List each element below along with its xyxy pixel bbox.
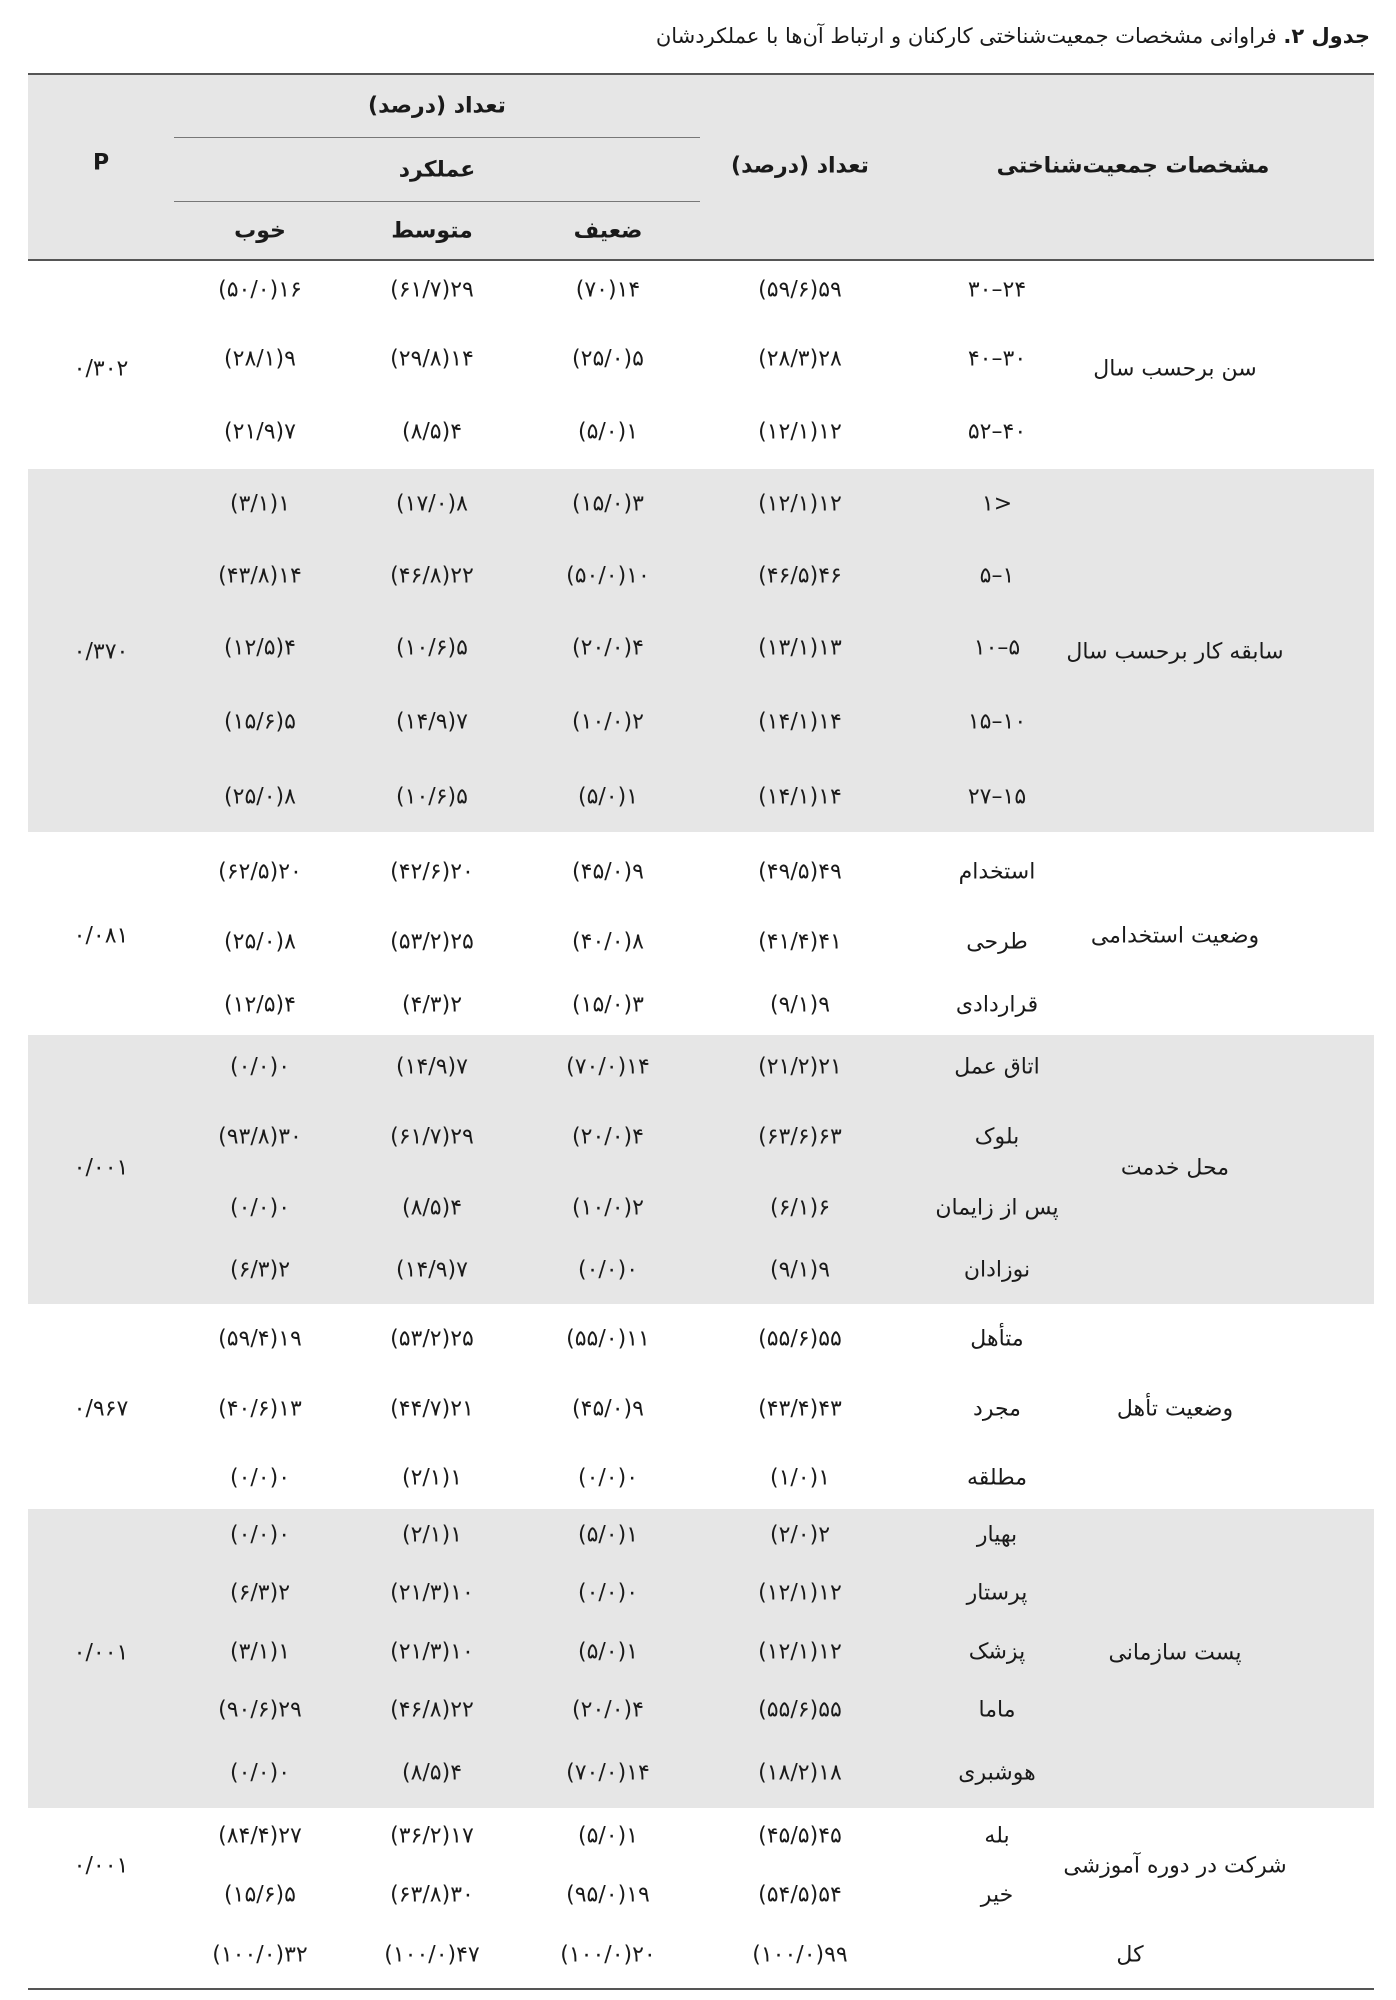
p-header: P xyxy=(92,150,110,176)
category-cell: نوزادان xyxy=(963,1257,1031,1283)
count-percent-cell: ۲(۲/۰) xyxy=(769,1522,831,1548)
good-cell: ۰(۰/۰) xyxy=(229,1195,291,1221)
count-percent-cell: ۱۲(۱۲/۱) xyxy=(758,491,842,517)
category-cell: ۱۵–۲۷ xyxy=(967,784,1027,810)
group-label: پست سازمانی xyxy=(1108,1640,1242,1666)
category-cell: ۵–۱۰ xyxy=(973,635,1021,661)
total-medium-cell: ۴۷(۱۰۰/۰) xyxy=(384,1942,480,1968)
group-header-rule-2 xyxy=(174,201,700,202)
medium-cell: ۴(۸/۵) xyxy=(401,419,463,445)
weak-cell: ۳(۱۵/۰) xyxy=(572,491,644,517)
weak-cell: ۵(۲۵/۰) xyxy=(572,346,644,372)
medium-cell: ۷(۱۴/۹) xyxy=(396,1257,468,1283)
medium-header: متوسط xyxy=(391,218,473,244)
medium-cell: ۴(۸/۵) xyxy=(401,1195,463,1221)
medium-cell: ۲۱(۴۴/۷) xyxy=(390,1396,474,1422)
total-good-cell: ۳۲(۱۰۰/۰) xyxy=(212,1942,308,1968)
weak-cell: ۰(۰/۰) xyxy=(577,1257,639,1283)
count-percent-cell: ۱۲(۱۲/۱) xyxy=(758,1580,842,1606)
p-value-cell: ۰/۰۰۱ xyxy=(73,1853,129,1879)
good-cell: ۳۰(۹۳/۸) xyxy=(218,1124,302,1150)
weak-cell: ۱(۵/۰) xyxy=(577,1522,639,1548)
medium-cell: ۲۵(۵۳/۲) xyxy=(390,929,474,955)
good-cell: ۱۹(۵۹/۴) xyxy=(218,1326,302,1352)
good-cell: ۱(۳/۱) xyxy=(229,491,291,517)
category-cell: بهیار xyxy=(976,1522,1018,1548)
category-cell: طرحی xyxy=(966,929,1028,955)
group-count-header: تعداد (درصد) xyxy=(368,93,506,119)
p-value-cell: ۰/۳۰۲ xyxy=(73,356,129,382)
good-cell: ۷(۲۱/۹) xyxy=(224,419,296,445)
weak-cell: ۱(۵/۰) xyxy=(577,1823,639,1849)
p-value-cell: ۰/۳۷۰ xyxy=(73,639,129,665)
weak-cell: ۱۴(۷۰) xyxy=(575,277,641,303)
good-cell: ۲(۶/۳) xyxy=(229,1257,291,1283)
good-cell: ۱۳(۴۰/۶) xyxy=(218,1396,302,1422)
weak-cell: ۲(۱۰/۰) xyxy=(572,709,644,735)
medium-cell: ۴(۸/۵) xyxy=(401,1760,463,1786)
p-value-cell: ۰/۹۶۷ xyxy=(73,1396,129,1422)
medium-cell: ۱(۲/۱) xyxy=(401,1465,463,1491)
medium-cell: ۲(۴/۳) xyxy=(401,992,463,1018)
group-label: وضعیت تأهل xyxy=(1116,1396,1234,1422)
good-cell: ۵(۱۵/۶) xyxy=(224,709,296,735)
weak-cell: ۰(۰/۰) xyxy=(577,1580,639,1606)
good-cell: ۵(۱۵/۶) xyxy=(224,1882,296,1908)
medium-cell: ۱۷(۳۶/۲) xyxy=(390,1823,474,1849)
good-cell: ۸(۲۵/۰) xyxy=(224,929,296,955)
category-cell: مجرد xyxy=(973,1396,1021,1422)
category-cell: پس از زایمان xyxy=(935,1195,1059,1221)
medium-cell: ۵(۱۰/۶) xyxy=(396,635,468,661)
medium-cell: ۵(۱۰/۶) xyxy=(396,784,468,810)
category-cell: قراردادی xyxy=(955,992,1039,1018)
category-cell: خیر xyxy=(980,1882,1014,1908)
category-cell: ۲۴–۳۰ xyxy=(967,277,1027,303)
weak-cell: ۴(۲۰/۰) xyxy=(572,1697,644,1723)
medium-cell: ۱(۲/۱) xyxy=(401,1522,463,1548)
good-cell: ۹(۲۸/۱) xyxy=(224,346,296,372)
medium-cell: ۷(۱۴/۹) xyxy=(396,709,468,735)
category-cell: مطلقه xyxy=(966,1465,1028,1491)
weak-cell: ۱(۵/۰) xyxy=(577,419,639,445)
category-cell: بله xyxy=(984,1823,1010,1849)
category-cell: ماما xyxy=(978,1697,1016,1723)
medium-cell: ۱۴(۲۹/۸) xyxy=(390,346,474,372)
count-percent-cell: ۵۵(۵۵/۶) xyxy=(758,1326,842,1352)
count-percent-header: تعداد (درصد) xyxy=(731,153,869,179)
performance-header: عملکرد xyxy=(398,157,476,183)
weak-cell: ۱۹(۹۵/۰) xyxy=(566,1882,650,1908)
medium-cell: ۲۲(۴۶/۸) xyxy=(390,1697,474,1723)
count-percent-cell: ۱۲(۱۲/۱) xyxy=(758,419,842,445)
header-bottom-rule xyxy=(28,259,1374,261)
category-cell: استخدام xyxy=(958,859,1036,885)
good-cell: ۴(۱۲/۵) xyxy=(224,635,296,661)
category-cell: پرستار xyxy=(966,1580,1028,1606)
count-percent-cell: ۱۴(۱۴/۱) xyxy=(758,709,842,735)
count-percent-cell: ۴۵(۴۵/۵) xyxy=(758,1823,842,1849)
weak-cell: ۹(۴۵/۰) xyxy=(572,859,644,885)
count-percent-cell: ۴۶(۴۶/۵) xyxy=(758,563,842,589)
weak-cell: ۲(۱۰/۰) xyxy=(572,1195,644,1221)
good-header: خوب xyxy=(234,218,286,244)
category-cell: ۴۰–۵۲ xyxy=(967,419,1027,445)
category-cell: بلوک xyxy=(974,1124,1020,1150)
count-percent-cell: ۱۲(۱۲/۱) xyxy=(758,1639,842,1665)
weak-cell: ۱۴(۷۰/۰) xyxy=(566,1760,650,1786)
category-cell: ۱۰–۱۵ xyxy=(967,709,1027,735)
group-header-rule-1 xyxy=(174,137,700,138)
weak-cell: ۱۴(۷۰/۰) xyxy=(566,1054,650,1080)
category-cell: هوشبری xyxy=(958,1760,1036,1786)
medium-cell: ۱۰(۲۱/۳) xyxy=(390,1580,474,1606)
medium-cell: ۲۵(۵۳/۲) xyxy=(390,1326,474,1352)
category-cell: <۱ xyxy=(981,491,1013,517)
total-count-cell: ۹۹(۱۰۰/۰) xyxy=(752,1942,848,1968)
p-value-cell: ۰/۰۸۱ xyxy=(73,923,129,949)
caption-text: فراوانی مشخصات جمعیت‌شناختی کارکنان و ارتباط آن‌ها با عملکردشان xyxy=(655,24,1284,48)
table-bottom-rule xyxy=(28,1988,1374,1990)
good-cell: ۸(۲۵/۰) xyxy=(224,784,296,810)
count-percent-cell: ۴۹(۴۹/۵) xyxy=(758,859,842,885)
count-percent-cell: ۲۱(۲۱/۲) xyxy=(758,1054,842,1080)
count-percent-cell: ۱۴(۱۴/۱) xyxy=(758,784,842,810)
good-cell: ۲(۶/۳) xyxy=(229,1580,291,1606)
category-cell: متأهل xyxy=(970,1326,1024,1352)
good-cell: ۰(۰/۰) xyxy=(229,1465,291,1491)
medium-cell: ۳۰(۶۳/۸) xyxy=(390,1882,474,1908)
count-percent-cell: ۹(۹/۱) xyxy=(769,1257,831,1283)
table-top-rule xyxy=(28,73,1374,75)
medium-cell: ۲۰(۴۲/۶) xyxy=(390,859,474,885)
group-label: محل خدمت xyxy=(1120,1155,1230,1181)
weak-cell: ۰(۰/۰) xyxy=(577,1465,639,1491)
good-cell: ۲۰(۶۲/۵) xyxy=(218,859,302,885)
count-percent-cell: ۴۳(۴۳/۴) xyxy=(758,1396,842,1422)
good-cell: ۰(۰/۰) xyxy=(229,1522,291,1548)
count-percent-cell: ۵۹(۵۹/۶) xyxy=(758,277,842,303)
p-value-cell: ۰/۰۰۱ xyxy=(73,1640,129,1666)
group-label: وضعیت استخدامی xyxy=(1090,923,1260,949)
weak-cell: ۹(۴۵/۰) xyxy=(572,1396,644,1422)
weak-header: ضعیف xyxy=(573,218,643,244)
medium-cell: ۲۹(۶۱/۷) xyxy=(390,1124,474,1150)
count-percent-cell: ۶(۶/۱) xyxy=(769,1195,831,1221)
medium-cell: ۸(۱۷/۰) xyxy=(396,491,468,517)
weak-cell: ۱(۵/۰) xyxy=(577,784,639,810)
good-cell: ۱۴(۴۳/۸) xyxy=(218,563,302,589)
p-value-cell: ۰/۰۰۱ xyxy=(73,1155,129,1181)
category-cell: اتاق عمل xyxy=(954,1054,1040,1080)
medium-cell: ۷(۱۴/۹) xyxy=(396,1054,468,1080)
category-cell: ۱–۵ xyxy=(979,563,1015,589)
good-cell: ۲۹(۹۰/۶) xyxy=(218,1697,302,1723)
medium-cell: ۲۹(۶۱/۷) xyxy=(390,277,474,303)
caption-prefix: جدول ۲. xyxy=(1283,24,1370,48)
weak-cell: ۴(۲۰/۰) xyxy=(572,635,644,661)
count-percent-cell: ۶۳(۶۳/۶) xyxy=(758,1124,842,1150)
total-label: کل xyxy=(1116,1942,1144,1968)
weak-cell: ۱۰(۵۰/۰) xyxy=(566,563,650,589)
count-percent-cell: ۱۸(۱۸/۲) xyxy=(758,1760,842,1786)
good-cell: ۱۶(۵۰/۰) xyxy=(218,277,302,303)
count-percent-cell: ۱۳(۱۳/۱) xyxy=(758,635,842,661)
weak-cell: ۴(۲۰/۰) xyxy=(572,1124,644,1150)
weak-cell: ۸(۴۰/۰) xyxy=(572,929,644,955)
count-percent-cell: ۲۸(۲۸/۳) xyxy=(758,346,842,372)
count-percent-cell: ۱(۱/۰) xyxy=(769,1465,831,1491)
good-cell: ۰(۰/۰) xyxy=(229,1760,291,1786)
good-cell: ۲۷(۸۴/۴) xyxy=(218,1823,302,1849)
characteristics-header: مشخصات جمعیت‌شناختی xyxy=(996,153,1270,179)
table-caption xyxy=(26,24,1370,48)
total-weak-cell: ۲۰(۱۰۰/۰) xyxy=(560,1942,656,1968)
count-percent-cell: ۵۴(۵۴/۵) xyxy=(758,1882,842,1908)
good-cell: ۱(۳/۱) xyxy=(229,1639,291,1665)
medium-cell: ۲۲(۴۶/۸) xyxy=(390,563,474,589)
count-percent-cell: ۹(۹/۱) xyxy=(769,992,831,1018)
good-cell: ۰(۰/۰) xyxy=(229,1054,291,1080)
weak-cell: ۱(۵/۰) xyxy=(577,1639,639,1665)
group-label: سابقه کار برحسب سال xyxy=(1066,639,1284,665)
good-cell: ۴(۱۲/۵) xyxy=(224,992,296,1018)
group-label: شرکت در دوره آموزشی xyxy=(1063,1853,1287,1879)
category-cell: پزشک xyxy=(968,1639,1026,1665)
category-cell: ۳۰–۴۰ xyxy=(967,346,1027,372)
count-percent-cell: ۵۵(۵۵/۶) xyxy=(758,1697,842,1723)
weak-cell: ۱۱(۵۵/۰) xyxy=(566,1326,650,1352)
count-percent-cell: ۴۱(۴۱/۴) xyxy=(758,929,842,955)
weak-cell: ۳(۱۵/۰) xyxy=(572,992,644,1018)
group-label: سن برحسب سال xyxy=(1093,356,1257,382)
medium-cell: ۱۰(۲۱/۳) xyxy=(390,1639,474,1665)
